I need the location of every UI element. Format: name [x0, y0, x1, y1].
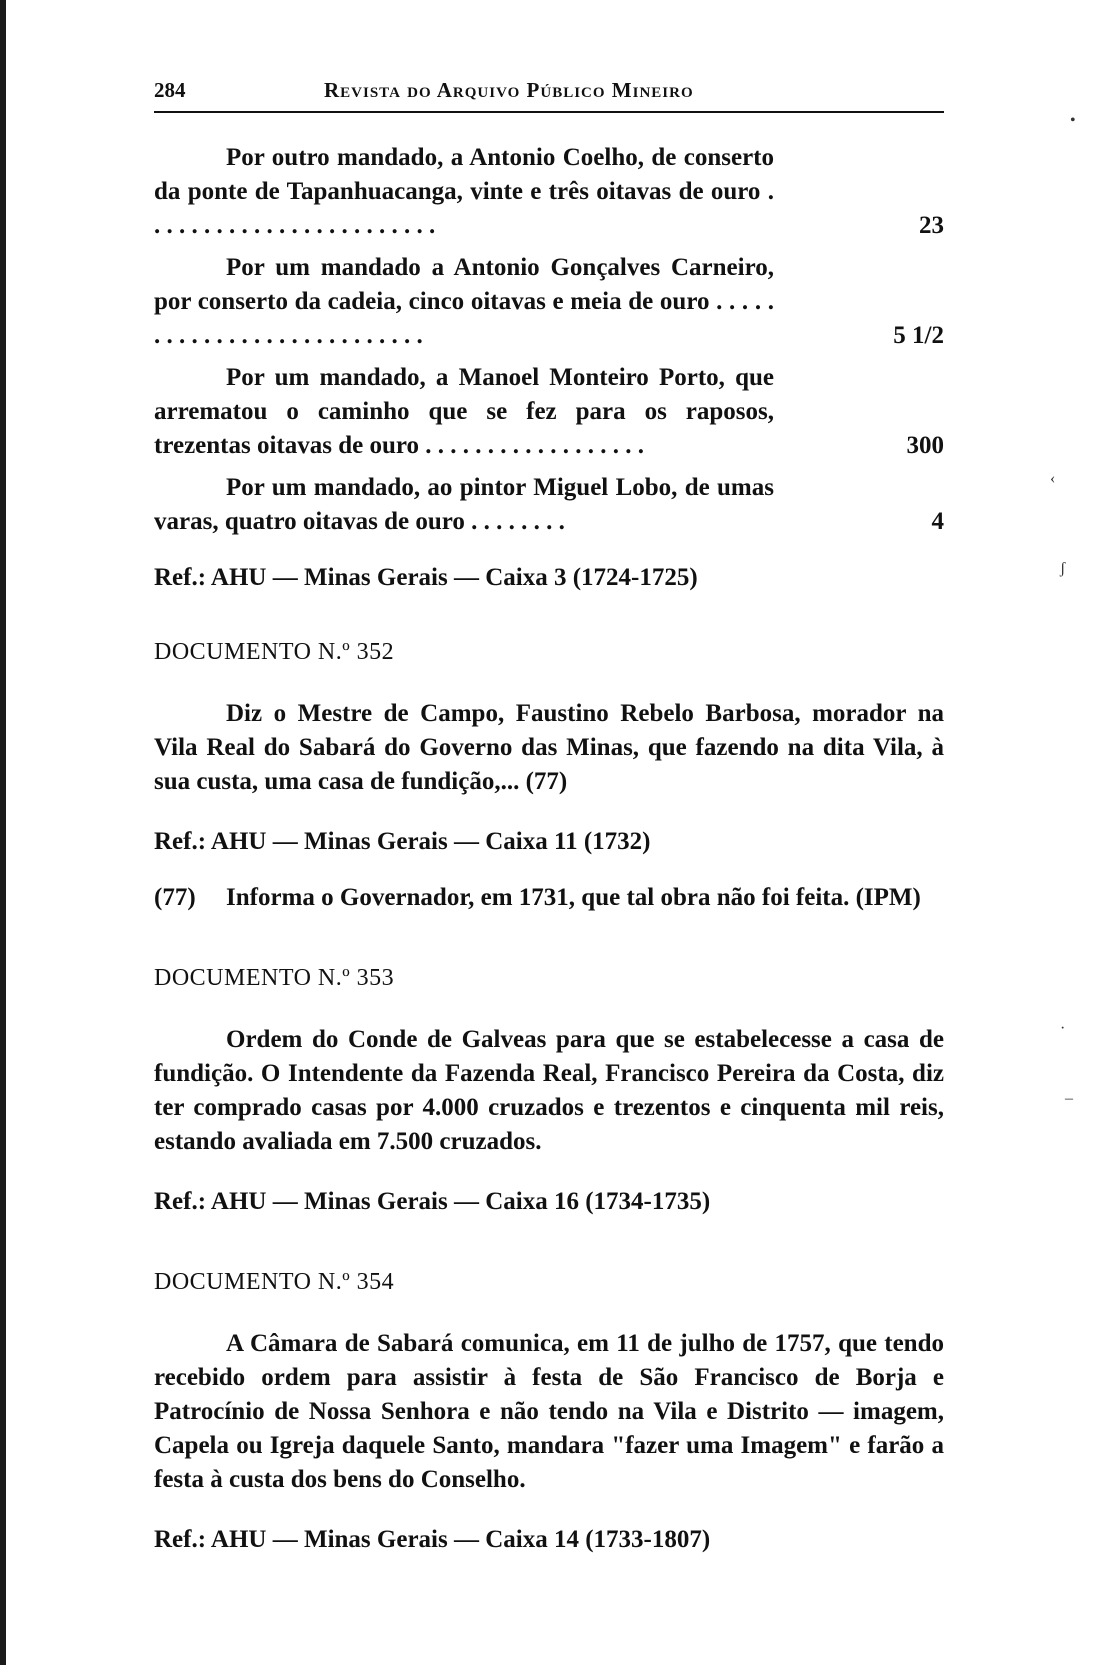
document-title: DOCUMENTO N.º 352: [154, 639, 395, 665]
scan-speck: ʃ: [1060, 560, 1066, 577]
reference: Ref.: AHU — Minas Gerais — Caixa 3 (1724-1725): [154, 564, 698, 591]
scan-speck: ·: [1060, 1020, 1066, 1037]
reference: Ref.: AHU — Minas Gerais — Caixa 14 (1733-1807): [154, 1526, 711, 1553]
scan-speck: ‹: [1050, 470, 1056, 487]
payment-entries: [154, 141, 944, 539]
scan-edge: [0, 0, 6, 1665]
entry-amount: 300: [906, 432, 944, 459]
document-body: A Câmara de Sabará comunica, em 11 de julho de 1757, que tendo recebido ordem para assistir à festa de São Francisco de Borja e Patrocínio de Nossa Senhora e não tendo na Vila e Distrito — imagem, Capela ou Igreja daquele Santo, mandara "fazer uma Imagem" e farão a festa à custa dos bens do Conselho.: [154, 1330, 944, 1493]
entry-text: Por um mandado a Antonio Gonçalves Carneiro, por conserto da cadeia, cinco oitavas e meia de ouro . . . . . . . . . . . . . . . . . . . . . . . . . . .: [154, 254, 774, 349]
payment-entry: [154, 251, 944, 353]
payment-entry: [154, 471, 944, 539]
entry-text: Por um mandado, a Manoel Monteiro Porto, que arrematou o caminho que se fez para os raposos, trezentas oitavas de ouro . . . . . . . . . . . . . . . . . .: [154, 364, 774, 459]
entry-amount: 4: [931, 508, 944, 535]
document-body: Diz o Mestre de Campo, Faustino Rebelo Barbosa, morador na Vila Real do Sabará do Governo das Minas, que fazendo na dita Vila, à sua custa, uma casa de fundição,... (77): [154, 700, 944, 795]
payment-entry: [154, 361, 944, 463]
journal-title: Revista do Arquivo Público Mineiro: [324, 78, 694, 102]
page-number: 284: [154, 78, 186, 102]
entry-amount: 23: [919, 212, 944, 239]
payment-entry: [154, 141, 944, 243]
entry-text: Por outro mandado, a Antonio Coelho, de conserto da ponte de Tapanhuacanga, vinte e três oitavas de ouro . . . . . . . . . . . . . . . . . . . . . . . .: [154, 144, 774, 239]
footnote: [154, 881, 944, 915]
document-title: DOCUMENTO N.º 354: [154, 1269, 395, 1295]
running-header: [154, 78, 944, 113]
scan-speck: –: [1065, 1090, 1073, 1107]
reference: Ref.: AHU — Minas Gerais — Caixa 16 (1734-1735): [154, 1188, 711, 1215]
document-body: Ordem do Conde de Galveas para que se estabelecesse a casa de fundição. O Intendente da Fazenda Real, Francisco Pereira da Costa, diz ter comprado casas por 4.000 cruzados e trezentos e cinquenta mil reis, estando avaliada em 7.500 cruzados.: [154, 1026, 944, 1155]
entry-text: Por um mandado, ao pintor Miguel Lobo, de umas varas, quatro oitavas de ouro . . . . . . . .: [154, 474, 774, 535]
document-title: DOCUMENTO N.º 353: [154, 965, 395, 991]
footnote-number: (77): [154, 884, 196, 911]
reference: Ref.: AHU — Minas Gerais — Caixa 11 (1732): [154, 828, 651, 855]
page: [154, 78, 944, 1557]
footnote-text: Informa o Governador, em 1731, que tal obra não foi feita. (IPM): [226, 884, 921, 911]
entry-amount: 5 1/2: [893, 322, 944, 349]
scan-speck: •: [1070, 112, 1076, 129]
